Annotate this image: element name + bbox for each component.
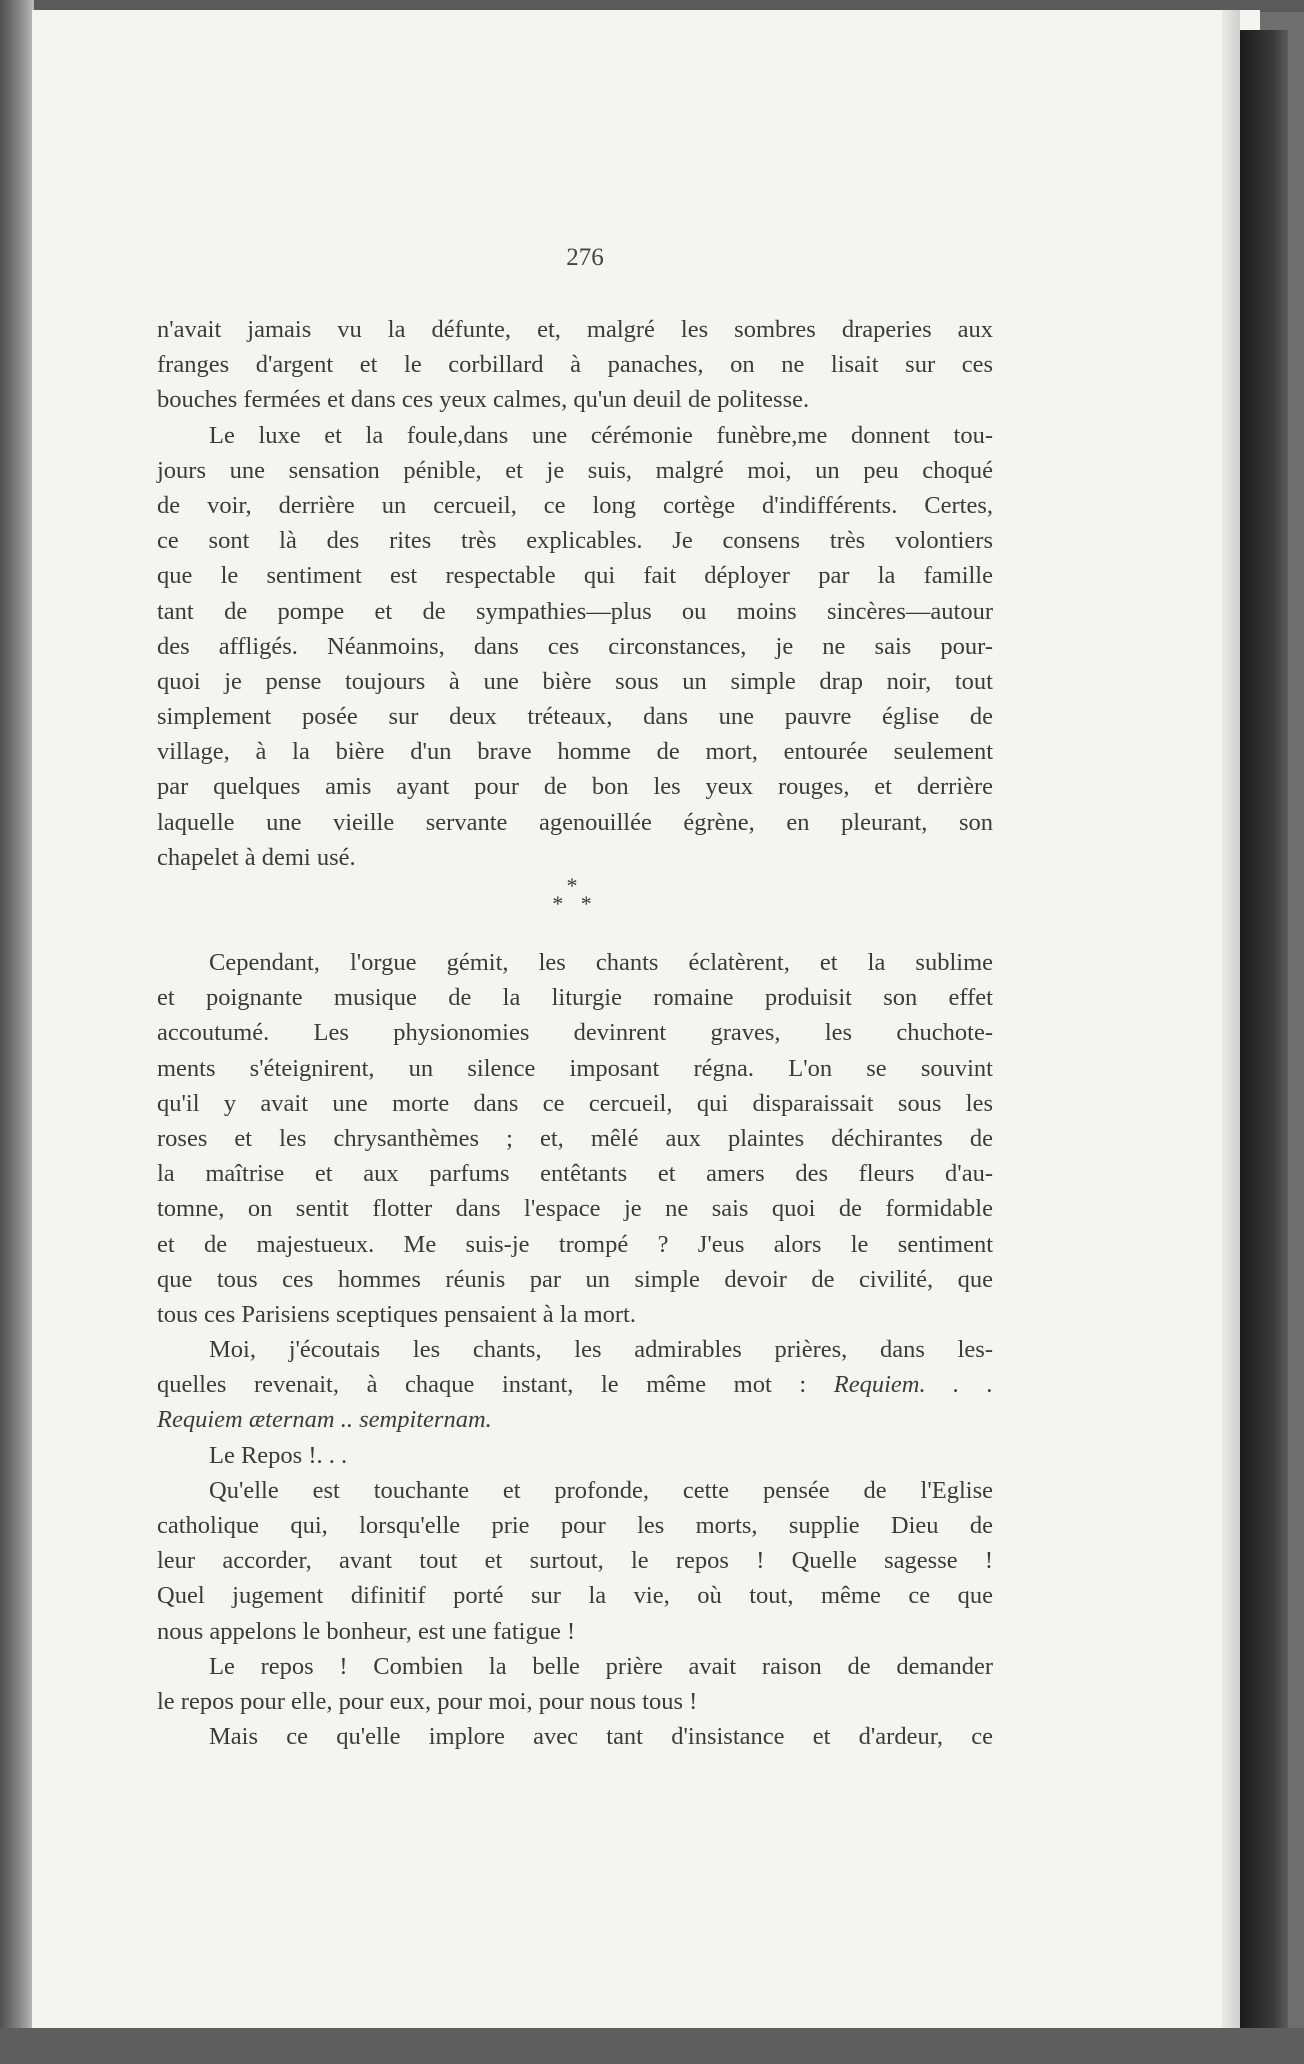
text-line: que le sentiment est respectable qui fait déployer par la famille (157, 562, 993, 590)
text-line: chapelet à demi usé. (157, 843, 356, 871)
text-line: roses et les chrysanthèmes ; et, mêlé aux plaintes déchirantes de (157, 1124, 993, 1152)
text-line: qu'il y avait une morte dans ce cercueil, qui disparaissait sous les (157, 1089, 993, 1117)
asterism (157, 875, 993, 929)
text-line: nous appelons le bonheur, est une fatigue ! (157, 1617, 576, 1645)
text-line: la maîtrise et aux parfums entêtants et amers des fleurs d'au- (157, 1160, 993, 1188)
spacer (157, 929, 993, 945)
text-line: bouches fermées et dans ces yeux calmes, qu'un deuil de politesse. (157, 386, 810, 414)
text-line: par quelques amis ayant pour de bon les yeux rouges, et derrière (157, 773, 993, 801)
paragraph-8 (157, 1719, 993, 1754)
text-line: que tous ces hommes réunis par un simple devoir de civilité, que (157, 1265, 993, 1293)
text-line: et de majestueux. Me suis-je trompé ? J'eus alors le sentiment (157, 1230, 993, 1258)
text-line: Moi, j'écoutais les chants, les admirables prières, dans les- (209, 1336, 993, 1364)
text-line: Mais ce qu'elle implore avec tant d'insistance et d'ardeur, ce (209, 1723, 993, 1751)
asterism-top: * (566, 873, 584, 898)
text-line: simplement posée sur deux tréteaux, dans une pauvre église de (157, 703, 993, 731)
scan-bottom-border (0, 2028, 1304, 2064)
paragraph-7 (157, 1649, 993, 1719)
text-line: catholique qui, lorsqu'elle prie pour les morts, supplie Dieu de (157, 1512, 993, 1539)
text-line: tous ces Parisiens sceptiques pensaient à la mort. (157, 1300, 636, 1328)
text-line: village, à la bière d'un brave homme de mort, entourée seulement (157, 738, 993, 766)
text-line: Qu'elle est touchante et profonde, cette pensée de l'Eglise (209, 1476, 993, 1504)
text-line: laquelle une vieille servante agenouillée égrène, en pleurant, son (157, 808, 993, 836)
page-edge (1222, 10, 1240, 2028)
text-line: franges d'argent et le corbillard à panaches, on ne lisait sur ces (157, 351, 993, 379)
text-line: Le repos ! Combien la belle prière avait raison de demander (209, 1652, 993, 1680)
text-segment: quelles revenait, à chaque instant, le même mot : (157, 1371, 807, 1399)
scan-right-border (1240, 30, 1288, 2030)
text-line: n'avait jamais vu la défunte, et, malgré les sombres draperies aux (157, 316, 993, 343)
text-line: Le Repos !. . . (209, 1441, 348, 1469)
italic-segment: Requiem. . . (833, 1371, 994, 1399)
paragraph-5 (157, 1438, 993, 1473)
body-text (157, 312, 993, 1754)
text-line: quoi je pense toujours à une bière sous un simple drap noir, tout (157, 667, 993, 695)
page-number: 276 (566, 244, 604, 271)
text-line (157, 1367, 993, 1402)
text-line: jours une sensation pénible, et je suis, malgré moi, un peu choqué (157, 456, 993, 484)
paragraph-6 (157, 1473, 993, 1649)
text-line: de voir, derrière un cercueil, ce long cortège d'indifférents. Certes, (157, 491, 993, 519)
text-line: Cependant, l'orgue gémit, les chants éclatèrent, et la sublime (209, 949, 993, 976)
text-line: le repos pour elle, pour eux, pour moi, pour nous tous ! (157, 1687, 698, 1715)
text-line: ments s'éteignirent, un silence imposant régna. L'on se souvint (157, 1054, 993, 1082)
scan-left-border (0, 0, 34, 2064)
asterism-bottom: * * (552, 891, 598, 916)
text-line: accoutumé. Les physionomies devinrent graves, les chuchote- (157, 1019, 993, 1047)
text-line: tomne, on sentit flotter dans l'espace je ne sais quoi de formidable (157, 1195, 993, 1223)
text-line: et poignante musique de la liturgie romaine produisit son effet (157, 984, 993, 1012)
text-line: leur accorder, avant tout et surtout, le repos ! Quelle sagesse ! (157, 1547, 993, 1575)
text-line: tant de pompe et de sympathies—plus ou moins sincères—autour (157, 597, 993, 625)
paragraph-4 (157, 1332, 993, 1438)
paragraph-1 (157, 312, 993, 418)
paragraph-2 (157, 418, 993, 875)
text-line: des affligés. Néanmoins, dans ces circonstances, je ne sais pour- (157, 632, 993, 660)
paragraph-3 (157, 945, 993, 1332)
text-line: Requiem æternam .. sempiternam. (157, 1406, 492, 1434)
text-line: Le luxe et la foule,dans une cérémonie funèbre,me donnent tou- (209, 421, 993, 449)
text-line: ce sont là des rites très explicables. Je consens très volontiers (157, 527, 993, 555)
text-line: Quel jugement difinitif porté sur la vie, où tout, même ce que (157, 1582, 993, 1610)
